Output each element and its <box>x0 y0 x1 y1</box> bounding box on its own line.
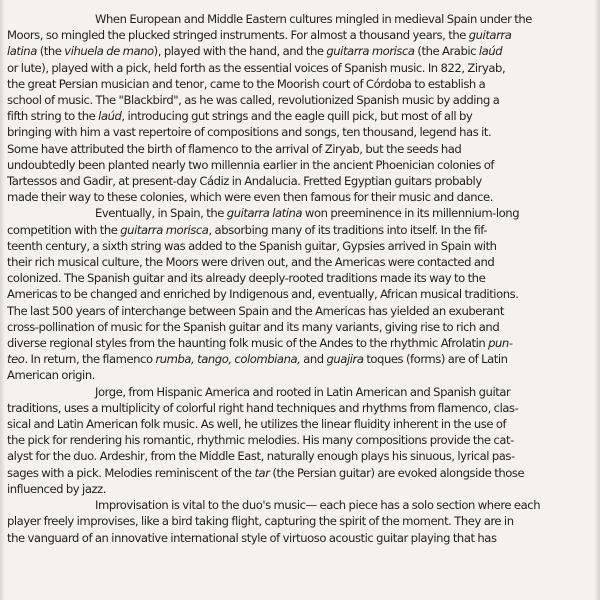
text-line <box>7 124 589 140</box>
text-line <box>7 481 589 497</box>
text-run: diverse regional styles from the haunting folk music of the Andes to the rhythmic Afrolatin <box>7 336 489 351</box>
text-line <box>7 238 589 254</box>
italic-text: latina <box>7 44 37 59</box>
text-run: player freely improvises, like a bird taking flight, capturing the spirit of the moment. They are in <box>7 514 514 529</box>
text-line <box>7 270 589 286</box>
text-run: the pick for rendering his romantic, rhythmic melodies. His many compositions provide the cat- <box>7 433 514 448</box>
text-run: the great Persian musician and tenor, came to the Moorish court of Córdoba to establish a <box>7 76 486 91</box>
italic-text: rumba, tango, colombiana, <box>155 352 301 367</box>
text-line <box>7 222 589 238</box>
italic-text: laúd <box>98 109 122 124</box>
text-run: sages with a pick. Melodies reminiscent of the <box>7 465 255 480</box>
italic-text: tar <box>254 465 270 480</box>
text-run: fifth string to the <box>7 109 99 124</box>
text-line <box>7 367 589 383</box>
text-run: Tartessos and Gadir, at present-day Cádiz in Andalucia. Fretted Egyptian guitars probably <box>7 174 482 189</box>
text-run: cross-pollination of music for the Spanish guitar and its many variants, giving rise to rich and <box>7 319 500 334</box>
text-line <box>7 400 589 416</box>
text-line <box>7 27 589 43</box>
text-line <box>7 530 589 546</box>
text-line <box>7 416 589 432</box>
text-line <box>7 189 589 205</box>
text-line <box>7 319 589 335</box>
text-line <box>7 286 589 302</box>
text-line <box>7 92 589 108</box>
text-line <box>7 108 589 124</box>
text-run: ), played with the hand, and the <box>153 44 327 59</box>
paragraph-4 <box>7 497 589 546</box>
italic-text: pun- <box>488 336 513 351</box>
text-line <box>7 76 589 92</box>
text-line <box>7 335 589 351</box>
body-text <box>7 11 589 597</box>
text-run: (the Persian guitar) are evoked alongside those <box>269 465 525 480</box>
italic-text: guitarra <box>468 28 512 43</box>
italic-text: laúd <box>478 44 503 59</box>
italic-text: guitarra morisca <box>326 44 415 59</box>
text-run: undoubtedly been planted nearly two millennia earlier in the ancient Phoenician colonies of <box>7 157 495 172</box>
italic-text: teo <box>7 352 25 367</box>
text-run: or lute), played with a pick, held forth as the essential voices of Spanish music. In 822, Ziryab, <box>7 60 506 75</box>
text-run: American origin. <box>7 368 95 383</box>
text-line <box>7 141 589 157</box>
italic-text: guitarra morisca <box>120 222 209 237</box>
paragraph-2 <box>7 205 589 383</box>
text-line <box>7 465 589 481</box>
text-run: won preeminence in its millennium-long <box>302 206 520 221</box>
text-run: Eventually, in Spain, the <box>95 206 227 221</box>
text-run: , absorbing many of its traditions into itself. In the fif- <box>208 222 487 237</box>
italic-text: guajira <box>326 352 364 367</box>
text-line <box>7 43 589 59</box>
text-line <box>7 254 589 270</box>
text-run: , introducing gut strings and the eagle quill pick, but most of all by <box>121 109 473 124</box>
text-line <box>7 351 589 367</box>
text-line <box>7 173 589 189</box>
text-line <box>7 432 589 448</box>
text-run: and <box>300 352 327 367</box>
text-line <box>7 384 589 400</box>
text-run: Jorge, from Hispanic America and rooted in Latin American and Spanish guitar <box>95 384 511 399</box>
text-run: influenced by jazz. <box>7 481 106 496</box>
text-run: Americas to be changed and enriched by Indigenous and, eventually, African musical traditions. <box>7 287 519 302</box>
text-run: traditions, uses a multiplicity of colorful right hand techniques and rhythms from flamenco, clas- <box>7 400 519 415</box>
text-run: Some have attributed the birth of flamenco to the arrival of Ziryab, but the seeds had <box>7 141 462 156</box>
text-run: When European and Middle Eastern cultures mingled in medieval Spain under the <box>95 12 532 26</box>
text-run: . In return, the flamenco <box>24 352 156 367</box>
text-line <box>7 448 589 464</box>
text-run: Improvisation is vital to the duo's music— each piece has a solo section where each <box>95 498 541 513</box>
paragraph-3 <box>7 384 589 497</box>
text-line <box>7 303 589 319</box>
text-run: alyst for the duo. Ardeshir, from the Middle East, naturally enough plays his sinuous, lyrical pas- <box>7 449 515 464</box>
text-line <box>7 60 589 76</box>
text-line <box>7 497 589 513</box>
text-run: (the Arabic <box>414 44 479 59</box>
paragraph-1 <box>7 11 589 205</box>
text-line <box>7 11 589 27</box>
text-run: bringing with him a vast repertoire of compositions and songs, ten thousand, legend has it. <box>7 125 492 140</box>
text-line <box>7 205 589 221</box>
text-run: sical and Latin American folk music. As well, he utilizes the linear fluidity inherent in the use of <box>7 417 507 432</box>
text-line <box>7 157 589 173</box>
text-run: their rich musical culture, the Moors were driven out, and the Americas were contacted and <box>7 255 495 270</box>
text-run: the vanguard of an innovative international style of virtuoso acoustic guitar playing that has <box>7 530 497 545</box>
text-run: school of music. The "Blackbird", as he was called, revolutionized Spanish music by adding a <box>7 93 500 108</box>
text-run: toques (forms) are of Latin <box>363 352 508 367</box>
text-run: colonized. The Spanish guitar and its already deeply-rooted traditions made its way to the <box>7 271 486 286</box>
text-line <box>7 513 589 529</box>
text-run: Moors, so mingled the plucked stringed instruments. For almost a thousand years, the <box>7 28 469 43</box>
italic-text: guitarra latina <box>226 206 303 221</box>
text-run: (the <box>36 44 65 59</box>
text-run: competition with the <box>7 222 121 237</box>
italic-text: vihuela de mano <box>64 44 154 59</box>
text-run: made their way to these colonies, which were even then famous for their music and dance. <box>7 190 493 205</box>
text-run: teenth century, a sixth string was added to the Spanish guitar, Gypsies arrived in Spain with <box>7 238 497 253</box>
text-run: The last 500 years of interchange between Spain and the Americas has yielded an exuberant <box>7 303 504 318</box>
